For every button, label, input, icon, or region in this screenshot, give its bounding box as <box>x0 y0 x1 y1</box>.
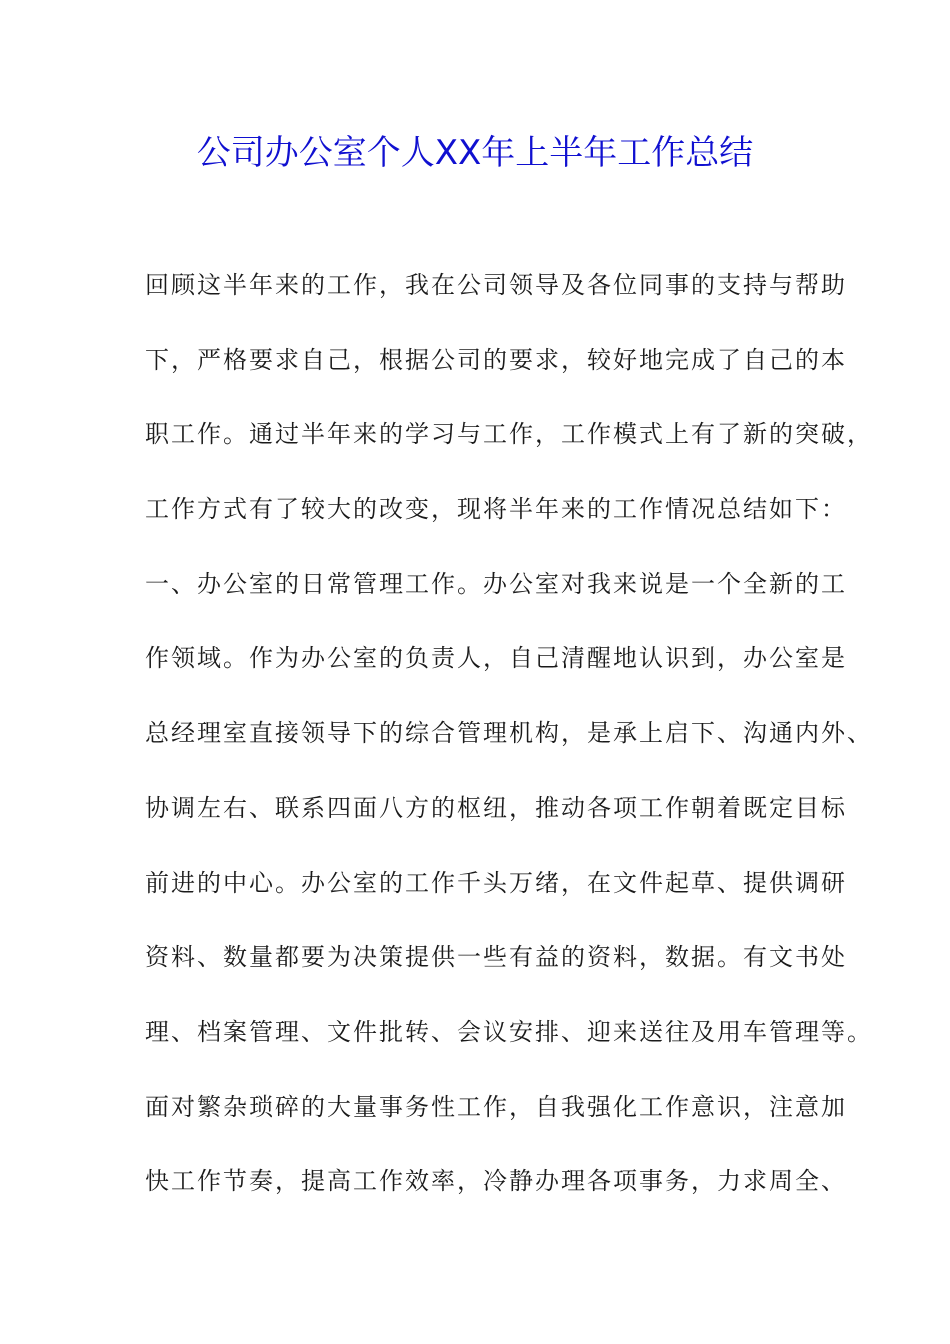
body-line: 工作方式有了较大的改变，现将半年来的工作情况总结如下： <box>145 495 847 524</box>
body-line: 一、办公室的日常管理工作。办公室对我来说是一个全新的工 <box>145 569 847 598</box>
body-line: 职工作。通过半年来的学习与工作，工作模式上有了新的突破， <box>145 420 873 449</box>
body-line: 前进的中心。办公室的工作千头万绪，在文件起草、提供调研 <box>145 868 847 897</box>
document-body <box>145 263 873 1234</box>
body-line: 下，严格要求自己，根据公司的要求，较好地完成了自己的本 <box>145 345 847 374</box>
document-title: 公司办公室个人XX年上半年工作总结 <box>196 133 754 173</box>
body-line: 快工作节奏，提高工作效率，冷静办理各项事务，力求周全、 <box>145 1167 847 1196</box>
body-line: 总经理室直接领导下的综合管理机构，是承上启下、沟通内外、 <box>145 719 873 748</box>
body-line: 回顾这半年来的工作，我在公司领导及各位同事的支持与帮助 <box>145 271 847 299</box>
body-line: 资料、数量都要为决策提供一些有益的资料，数据。有文书处 <box>145 943 847 972</box>
body-line: 作领域。作为办公室的负责人，自己清醒地认识到，办公室是 <box>145 644 847 673</box>
body-line: 面对繁杂琐碎的大量事务性工作，自我强化工作意识，注意加 <box>145 1092 847 1121</box>
body-line: 理、档案管理、文件批转、会议安排、迎来送往及用车管理等。 <box>145 1017 873 1046</box>
body-line: 协调左右、联系四面八方的枢纽，推动各项工作朝着既定目标 <box>145 793 847 822</box>
